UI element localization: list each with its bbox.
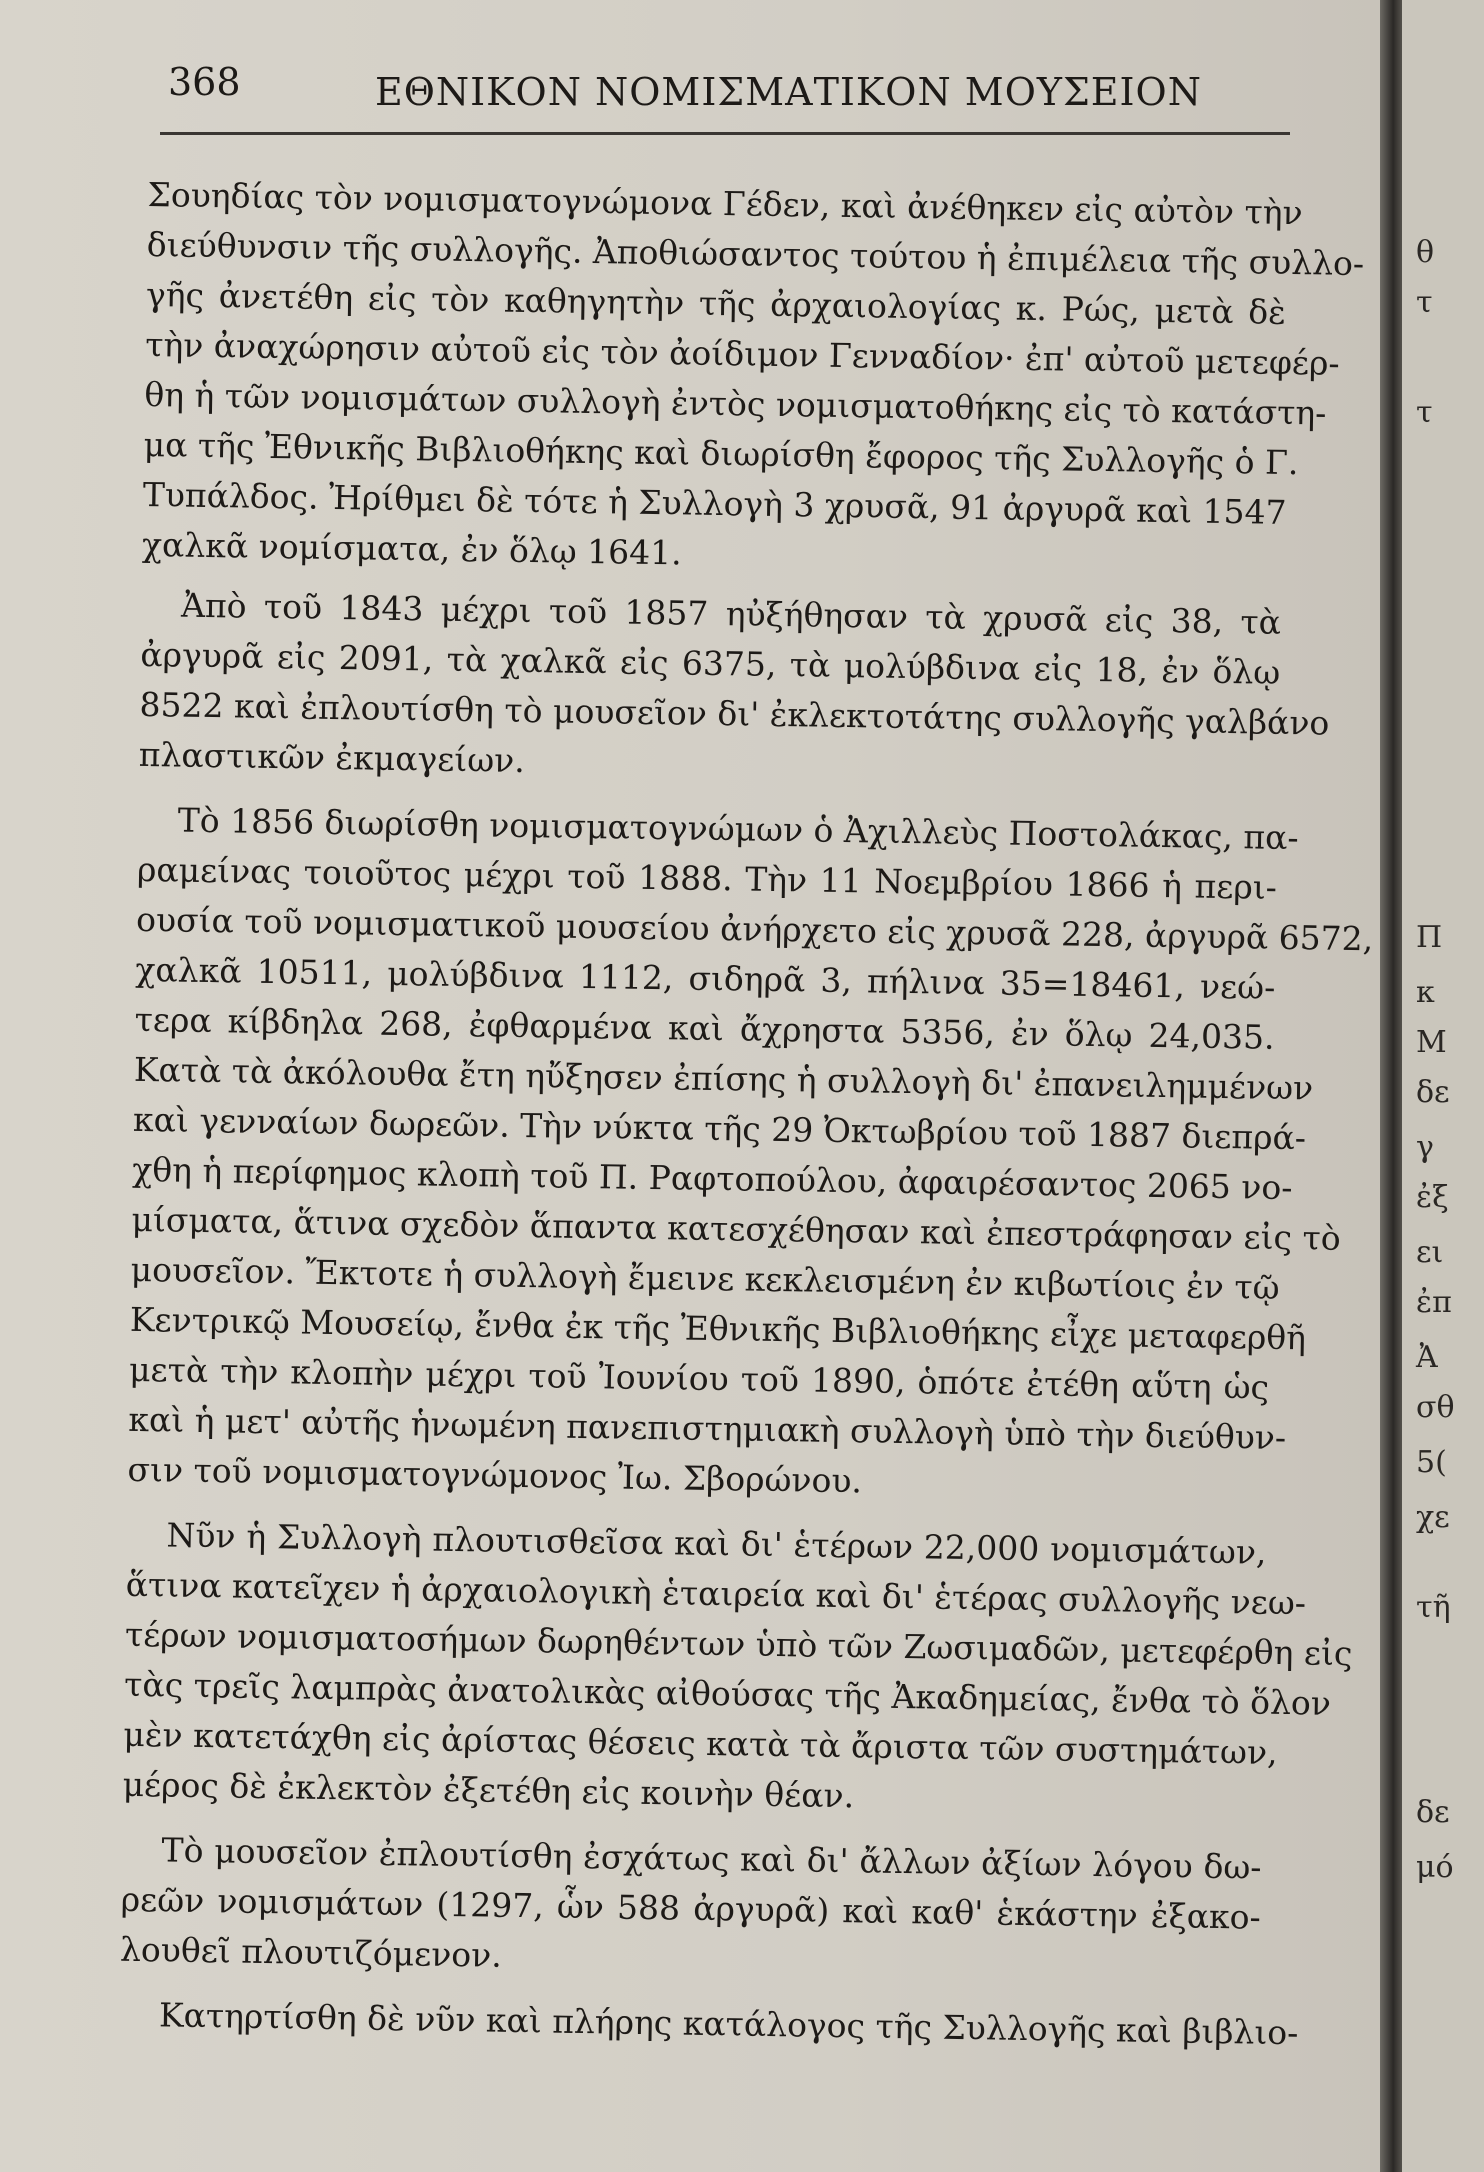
book-gutter	[1380, 0, 1402, 2172]
facing-page-fragment: χε	[1416, 1500, 1450, 1535]
text-line: ρεῶν νομισμάτων (1297, ὧν 588 ἀργυρᾶ) καὶ καθ' ἑκάστην ἐξακο-	[120, 1879, 1261, 1937]
text-line: μα τῆς Ἐθνικῆς Βιβλιοθήκης καὶ διωρίσθη ἔφορος τῆς Συλλογῆς ὁ Γ.	[143, 424, 1299, 483]
text-line: πλαστικῶν ἐκμαγείων.	[138, 734, 526, 780]
text-line: Κατηρτίσθη δὲ νῦν καὶ πλήρης κατάλογος τῆς Συλλογῆς καὶ βιβλιο-	[158, 1995, 1299, 2053]
text-line: Ἀπὸ τοῦ 1843 μέχρι τοῦ 1857 ηὐξήθησαν τὰ χρυσᾶ εἰς 38, τὰ	[180, 585, 1282, 642]
text-line: τέρων νομισματοσήμων δωρηθέντων ὑπὸ τῶν Ζωσιμαδῶν, μετεφέρθη εἰς	[124, 1614, 1353, 1674]
facing-page-fragment: τ	[1416, 285, 1433, 320]
facing-page-fragment: τ	[1416, 395, 1433, 430]
facing-page-fragment: δε	[1416, 1075, 1450, 1110]
facing-page-fragment: 5(	[1416, 1445, 1447, 1480]
facing-page-fragment: ει	[1416, 1235, 1444, 1270]
facing-page-fragment: θ	[1416, 235, 1435, 270]
text-line: τὰς τρεῖς λαμπρὰς ἀνατολικὰς αἰθούσας τῆς Ἀκαδημείας, ἔνθα τὸ ὅλον	[123, 1664, 1332, 1723]
facing-page-fragment: δε	[1416, 1795, 1450, 1830]
text-line: ἀργυρᾶ εἰς 2091, τὰ χαλκᾶ εἰς 6375, τὰ μολύβδινα εἰς 18, ἐν ὅλῳ	[140, 634, 1281, 692]
facing-page-fragment: Π	[1416, 920, 1443, 955]
text-line: ουσία τοῦ νομισματικοῦ μουσείου ἀνήρχετο εἰς χρυσᾶ 228, ἀργυρᾶ 6572,	[135, 899, 1374, 959]
text-line: λουθεῖ πλουτιζόμενον.	[119, 1929, 503, 1975]
text-line: Σουηδίας τὸν νομισματογνώμονα Γέδεν, καὶ ἀνέθηκεν εἰς αὐτὸν τὴν	[147, 174, 1303, 233]
text-line: θη ἡ τῶν νομισμάτων συλλογὴ ἐντὸς νομισματοθήκης εἰς τὸ κατάστη-	[144, 374, 1327, 433]
text-line: μίσματα, ἅτινα σχεδὸν ἅπαντα κατεσχέθησαν καὶ ἐπεστράφησαν εἰς τὸ	[131, 1199, 1341, 1258]
text-line: Νῦν ἡ Συλλογὴ πλουτισθεῖσα καὶ δι' ἑτέρων 22,000 νομισμάτων,	[166, 1515, 1267, 1572]
text-line: σιν τοῦ νομισματογνώμονος Ἰω. Σβορώνου.	[127, 1449, 863, 1501]
facing-page-fragment: τῆ	[1416, 1590, 1451, 1625]
text-line: χθη ἡ περίφημος κλοπὴ τοῦ Π. Ραφτοπούλου, ἀφαιρέσαντος 2065 νο-	[131, 1149, 1293, 1208]
text-line: χαλκᾶ 10511, μολύβδινα 1112, σιδηρᾶ 3, πήλινα 35=18461, νεώ-	[135, 949, 1276, 1007]
page-number: 368	[168, 60, 241, 104]
text-line: μετὰ τὴν κλοπὴν μέχρι τοῦ Ἰουνίου τοῦ 1890, ὁπότε ἐτέθη αὕτη ὡς	[128, 1349, 1270, 1407]
facing-page-fragment: Ἀ	[1416, 1340, 1438, 1375]
text-line: ἅτινα κατεῖχεν ἡ ἀρχαιολογικὴ ἑταιρεία καὶ δι' ἑτέρας συλλογῆς νεω-	[125, 1564, 1307, 1623]
body-text	[117, 170, 1374, 2138]
header-rule	[160, 132, 1290, 135]
facing-page-fragment: μό	[1416, 1850, 1454, 1885]
text-line: μέρος δὲ ἐκλεκτὸν ἐξετέθη εἰς κοινὴν θέαν.	[122, 1764, 855, 1816]
text-line: τὴν ἀναχώρησιν αὐτοῦ εἰς τὸν ἀοίδιμον Γενναδίον· ἐπ' αὐτοῦ μετεφέρ-	[144, 324, 1340, 383]
text-line: μουσεῖον. Ἔκτοτε ἡ συλλογὴ ἔμεινε κεκλεισμένη ἐν κιβωτίοις ἐν τῷ	[130, 1249, 1280, 1307]
text-line: μὲν κατετάχθη εἰς ἀρίστας θέσεις κατὰ τὰ ἄριστα τῶν συστημάτων,	[123, 1714, 1278, 1772]
text-line: 8522 καὶ ἐπλουτίσθη τὸ μουσεῖον δι' ἐκλεκτοτάτης συλλογῆς γαλβάνο	[139, 684, 1330, 743]
facing-page-fragment: ἐξ	[1416, 1180, 1449, 1215]
text-line: καὶ γενναίων δωρεῶν. Τὴν νύκτα τῆς 29 Ὀκτωβρίου τοῦ 1887 διεπρά-	[132, 1099, 1307, 1158]
text-line: τερα κίβδηλα 268, ἐφθαρμένα καὶ ἄχρηστα 5356, ἐν ὅλῳ 24,035.	[134, 999, 1275, 1057]
facing-page-fragment: κ	[1416, 975, 1435, 1010]
running-title: ΕΘΝΙΚΟΝ ΝΟΜΙΣΜΑΤΙΚΟΝ ΜΟΥΣΕΙΟΝ	[375, 70, 1202, 114]
text-line: γῆς ἀνετέθη εἰς τὸν καθηγητὴν τῆς ἀρχαιολογίας κ. Ρώς, μετὰ δὲ	[145, 274, 1287, 332]
text-line: διεύθυνσιν τῆς συλλογῆς. Ἀποθιώσαντος τούτου ἡ ἐπιμέλεια τῆς συλλο-	[146, 224, 1365, 284]
text-line: Τυπάλδος. Ἠρίθμει δὲ τότε ἡ Συλλογὴ 3 χρυσᾶ, 91 ἀργυρᾶ καὶ 1547	[142, 474, 1287, 532]
text-line: ραμείνας τοιοῦτος μέχρι τοῦ 1888. Τὴν 11 Νοεμβρίου 1866 ἡ περι-	[136, 849, 1278, 907]
facing-page-fragment: ἐπ	[1416, 1285, 1452, 1320]
facing-page-fragment: Μ	[1416, 1025, 1447, 1060]
page-header	[160, 60, 1290, 130]
text-line: Κατὰ τὰ ἀκόλουθα ἔτη ηὔξησεν ἐπίσης ἡ συλλογὴ δι' ἐπανειλημμένων	[133, 1049, 1314, 1108]
facing-page-edge	[1402, 0, 1484, 2172]
text-line: Τὸ μουσεῖον ἐπλουτίσθη ἐσχάτως καὶ δι' ἄλλων ἀξίων λόγου δω-	[161, 1830, 1262, 1887]
facing-page-fragment: γ	[1416, 1130, 1434, 1165]
text-line: χαλκᾶ νομίσματα, ἐν ὅλῳ 1641.	[141, 524, 682, 573]
text-line: καὶ ἡ μετ' αὐτῆς ἡνωμένη πανεπιστημιακὴ συλλογὴ ὑπὸ τὴν διεύθυν-	[128, 1399, 1287, 1458]
text-line: Κεντρικῷ Μουσείῳ, ἔνθα ἐκ τῆς Ἐθνικῆς Βιβλιοθήκης εἶχε μεταφερθῆ	[129, 1299, 1307, 1358]
facing-page-fragment: σθ	[1416, 1390, 1455, 1425]
text-line: Τὸ 1856 διωρίσθη νομισματογνώμων ὁ Ἀχιλλεὺς Ποστολάκας, πα-	[177, 800, 1299, 858]
